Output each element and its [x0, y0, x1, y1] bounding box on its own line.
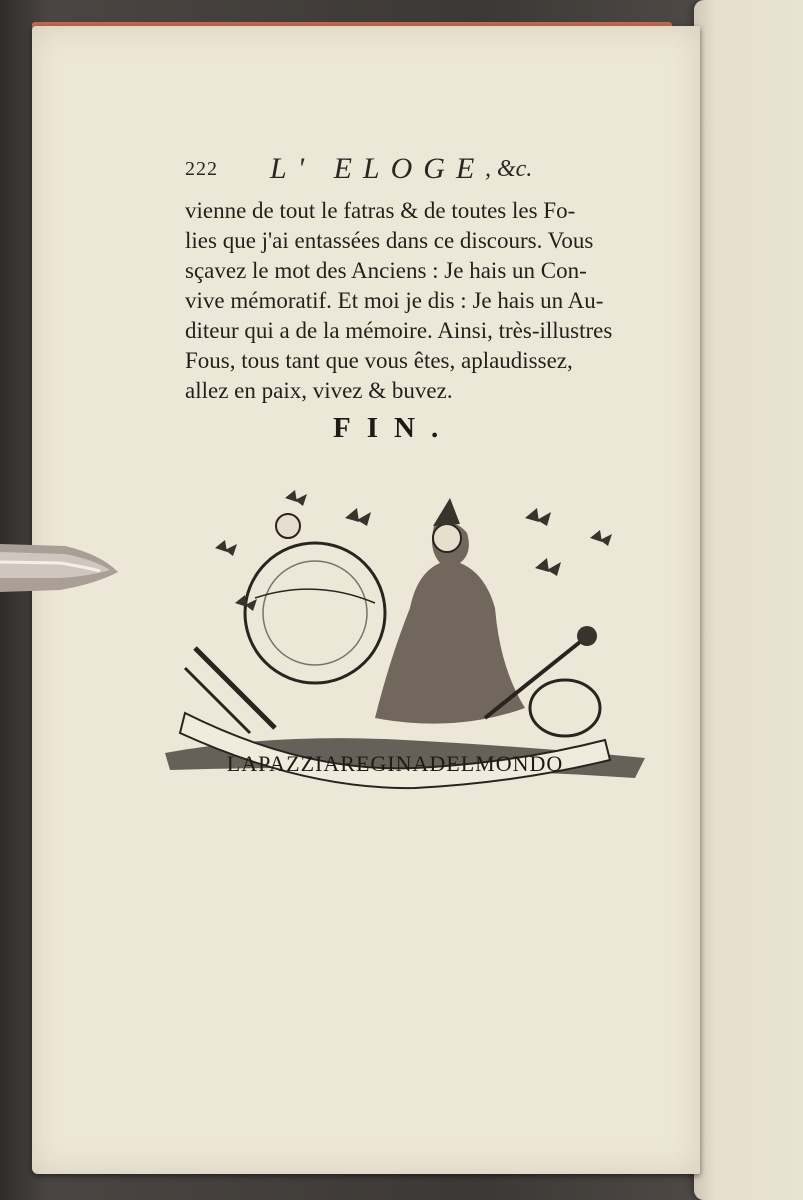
text-line: allez en paix, vivez & buvez.	[185, 378, 453, 403]
text-line: vive mémoratif. Et moi je dis : Je hais un Au-	[185, 288, 604, 313]
text-line: vienne de tout le fatras & de toutes les Fo-	[185, 198, 576, 223]
page-number: 222	[185, 158, 218, 180]
running-head	[185, 152, 545, 192]
body-text	[185, 196, 620, 406]
fin-heading: FIN.	[333, 412, 455, 444]
text-line: diteur qui a de la mémoire. Ainsi, très-illustres	[185, 318, 613, 343]
vignette-banner-text: LAPAZZIAREGINADELMONDO	[226, 751, 564, 776]
facing-page-edge	[694, 0, 803, 1200]
pen-pointer	[0, 532, 120, 600]
text-line: lies que j'ai entassées dans ce discours. Vous	[185, 228, 594, 253]
text-line: Fous, tous tant que vous êtes, aplaudissez,	[185, 348, 573, 373]
running-title-suffix: , &c.	[485, 156, 533, 182]
running-title: L' ELOGE	[270, 152, 486, 185]
engraved-vignette	[155, 478, 650, 798]
text-line: sçavez le mot des Anciens : Je hais un Con-	[185, 258, 587, 283]
